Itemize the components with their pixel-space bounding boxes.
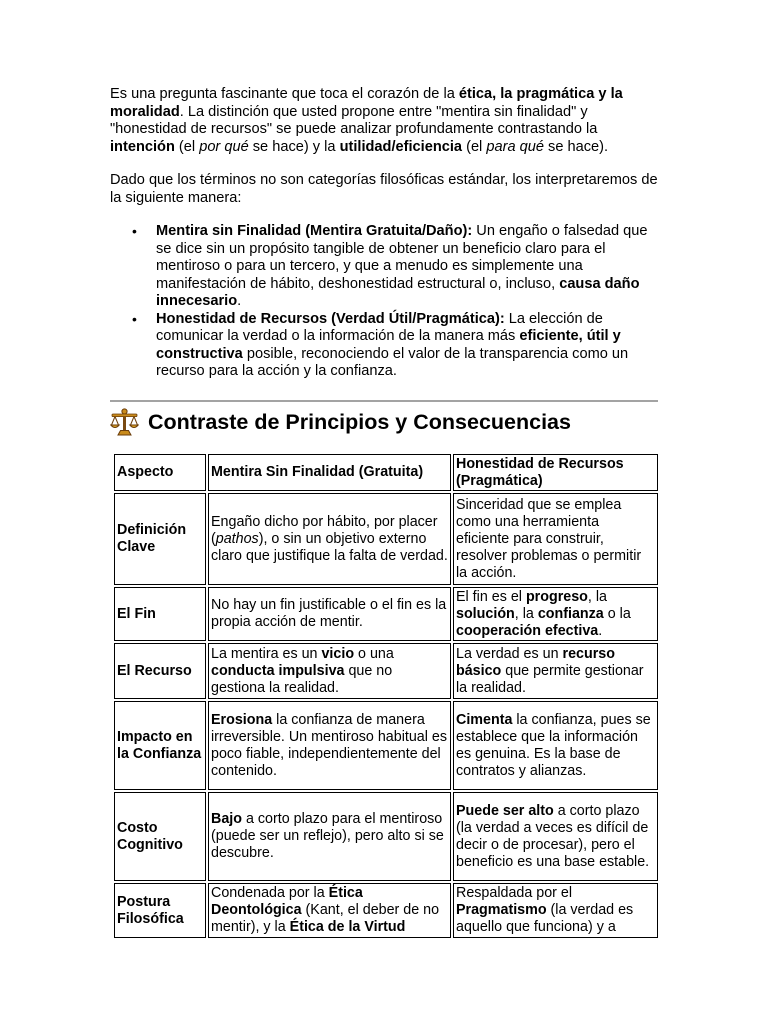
- aspect-cell: Costo Cognitivo: [114, 792, 206, 881]
- resource-honesty-cell: Sinceridad que se emplea como una herramienta eficiente para construir, resolver problemas o permitir la acción.: [453, 493, 658, 585]
- aspect-cell: Impacto en la Confianza: [114, 701, 206, 790]
- table-row: [114, 643, 658, 699]
- table-header-row: [114, 454, 658, 491]
- gratuitous-lie-cell: No hay un fin justificable o el fin es la propia acción de mentir.: [208, 587, 451, 641]
- definitions-paragraph: Dado que los términos no son categorías filosóficas estándar, los interpretaremos de la siguiente manera:: [110, 172, 658, 206]
- aspect-cell: El Recurso: [114, 643, 206, 699]
- list-item: • Mentira sin Finalidad (Mentira Gratuita/Daño): Un engaño o falsedad que se dice sin un propósito tangible de obtener un beneficio claro para el mentiroso o para un tercero, y que a menudo es simplemente una manifestación de hábito, deshonestidad estructural o, incluso, causa daño innecesario.: [156, 223, 658, 311]
- aspect-cell: Postura Filosófica: [114, 883, 206, 938]
- comparison-table-body: [114, 454, 658, 938]
- header-cell-resource-honesty: Honestidad de Recursos (Pragmática): [453, 454, 658, 491]
- resource-honesty-cell: El fin es el progreso, la solución, la confianza o la cooperación efectiva.: [453, 587, 658, 641]
- resource-honesty-cell: La verdad es un recurso básico que permite gestionar la realidad.: [453, 643, 658, 699]
- gratuitous-lie-cell: Bajo a corto plazo para el mentiroso (puede ser un reflejo), pero alto si se descubre.: [208, 792, 451, 881]
- aspect-cell: Definición Clave: [114, 493, 206, 585]
- gratuitous-lie-cell: La mentira es un vicio o una conducta impulsiva que no gestiona la realidad.: [208, 643, 451, 699]
- balance-scale-icon: [110, 408, 139, 436]
- intro-paragraph: Es una pregunta fascinante que toca el corazón de la ética, la pragmática y la moralidad. La distinción que usted propone entre "mentira sin finalidad" y "honestidad de recursos" se puede analizar profundamente contrastando la intención (el por qué se hace) y la utilidad/eficiencia (el para qué se hace).: [110, 86, 623, 155]
- resource-honesty-cell: Cimenta la confianza, pues se establece que la información es genuina. Es la base de contratos y alianzas.: [453, 701, 658, 790]
- table-row: [114, 792, 658, 881]
- section-heading: [110, 406, 670, 438]
- gratuitous-lie-cell: Engaño dicho por hábito, por placer (pathos), o sin un objetivo externo claro que justifique la falta de verdad.: [208, 493, 451, 585]
- table-row: [114, 701, 658, 790]
- section-title: Contraste de Principios y Consecuencias: [148, 410, 571, 434]
- table-row: [114, 883, 658, 938]
- intro-section: [110, 86, 658, 381]
- comparison-table: [112, 452, 660, 940]
- resource-honesty-cell: Puede ser alto a corto plazo (la verdad a veces es difícil de decir o de procesar), pero el beneficio es una base estable.: [453, 792, 658, 881]
- table-row: [114, 587, 658, 641]
- definitions-list: [110, 223, 658, 381]
- header-cell-aspect: Aspecto: [114, 454, 206, 491]
- section-divider: [110, 400, 658, 402]
- resource-honesty-cell: Respaldada por el Pragmatismo (la verdad es aquello que funciona) y a: [453, 883, 658, 938]
- header-cell-gratuitous-lie: Mentira Sin Finalidad (Gratuita): [208, 454, 451, 491]
- aspect-cell: El Fin: [114, 587, 206, 641]
- list-item: • Honestidad de Recursos (Verdad Útil/Pragmática): La elección de comunicar la verdad o la información de la manera más eficiente, útil y constructiva posible, reconociendo el valor de la transparencia como un recurso para la acción y la confianza.: [156, 311, 658, 381]
- gratuitous-lie-cell: Erosiona la confianza de manera irreversible. Un mentiroso habitual es poco fiable, independientemente del contenido.: [208, 701, 451, 790]
- table-row: [114, 493, 658, 585]
- gratuitous-lie-cell: Condenada por la Ética Deontológica (Kant, el deber de no mentir), y la Ética de la Virtud: [208, 883, 451, 938]
